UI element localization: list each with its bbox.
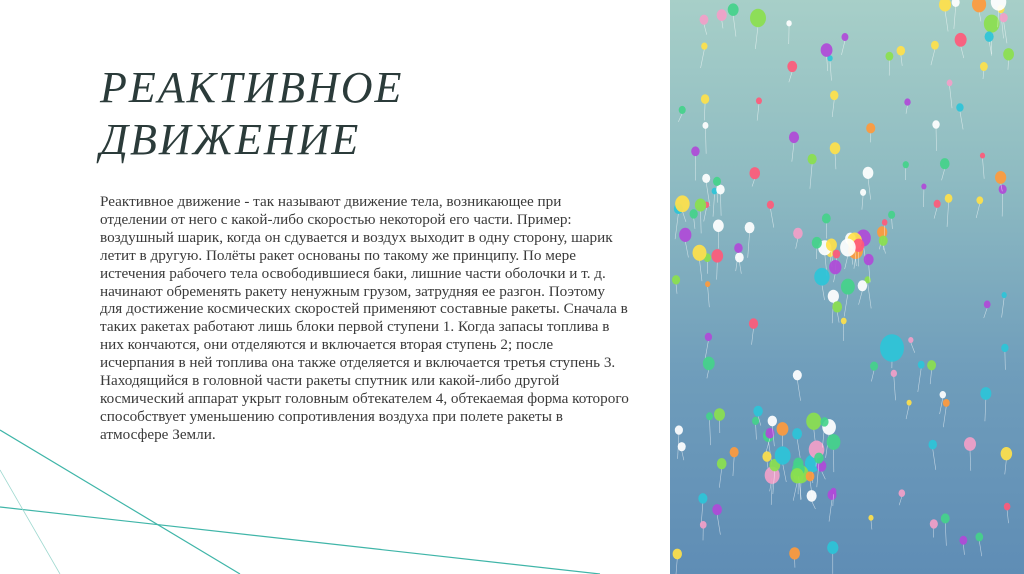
balloon (939, 0, 951, 31)
balloon (891, 370, 897, 401)
balloon (879, 235, 888, 253)
balloon (985, 31, 994, 54)
balloon (735, 252, 744, 273)
balloon (1004, 503, 1011, 523)
balloon (791, 468, 804, 501)
balloon (714, 408, 725, 433)
balloon (880, 334, 904, 368)
balloon (1000, 13, 1008, 43)
balloon (956, 103, 963, 129)
balloon (918, 361, 925, 392)
balloon (717, 9, 727, 28)
balloon (750, 9, 766, 49)
slide-body-text: Реактивное движение - так называют движение тела, возникающее при отделении от него с какой-либо скоростью некоторой его части. Пример: воздушный шарик, когда он сдувается и воздух выходит в одну сторону, шарик летит в другую. Полёты ракет основаны по такому же принципу. По мере истечения рабочего тела освободившиеся баки, лишние части оболочки и т. д. начинают обременять ракету ненужным грузом, затрудняя ее разгон. Поэтому для достижение космических скоростей применяют составные ракеты. Сначала в таких ракетах работают лишь блоки первой ступени 1. Когда запасы топлива в них кончаются, они отделяются и включается вторая ступень 2; после исчерпания в ней топлива она также отделяется и включается третья ступень 3. Находящийся в головной части ракеты спутник или какой-либо другой космический аппарат укрыт головным обтекателем 4, обтекаемая форма которого способствует уменьшению сопротивления воздуха при полете ракеты в атмосфере Земли. (100, 193, 629, 443)
balloon (702, 122, 708, 154)
balloon (814, 268, 829, 300)
balloon (947, 80, 953, 109)
balloon (703, 357, 715, 379)
balloon (903, 161, 909, 180)
balloon (940, 158, 950, 180)
balloon (789, 547, 800, 567)
balloon (712, 504, 722, 535)
balloon (858, 280, 867, 304)
balloon (675, 425, 683, 459)
balloon (906, 400, 912, 419)
balloon (777, 422, 789, 446)
balloon (752, 417, 759, 440)
balloons-illustration (670, 0, 1024, 574)
deco-line (0, 430, 240, 574)
balloon (931, 41, 939, 65)
balloon (908, 337, 915, 353)
balloon (678, 442, 686, 460)
balloon (827, 541, 838, 574)
balloon (945, 194, 953, 227)
title-line-1: РЕАКТИВНОЕ (100, 63, 404, 112)
balloon (706, 412, 713, 445)
balloon (822, 213, 831, 238)
deco-line (0, 470, 60, 574)
balloon (976, 196, 983, 218)
balloon (841, 318, 847, 341)
balloon (921, 184, 926, 207)
balloon (943, 399, 950, 427)
balloon (1001, 447, 1013, 474)
balloon (829, 260, 841, 282)
balloon (792, 428, 802, 457)
balloon (745, 222, 755, 258)
balloon (830, 91, 838, 117)
balloons-photo (670, 0, 1024, 574)
balloon (827, 55, 832, 80)
balloon (700, 521, 707, 540)
balloon (786, 20, 791, 44)
balloon (928, 440, 937, 470)
balloon (932, 120, 939, 151)
balloon (984, 301, 991, 318)
balloon (806, 413, 821, 441)
balloon (904, 98, 910, 113)
balloon (749, 167, 760, 186)
balloon (690, 209, 698, 229)
balloon (672, 275, 680, 294)
balloon (678, 106, 685, 122)
balloon (730, 447, 739, 476)
balloon (1003, 48, 1014, 70)
balloon (841, 279, 855, 317)
balloon (789, 131, 799, 161)
balloon (756, 97, 762, 120)
balloon (868, 515, 873, 530)
balloon (840, 239, 856, 269)
balloon (827, 434, 841, 472)
balloon (980, 153, 985, 179)
balloon (980, 387, 991, 421)
balloon (897, 46, 905, 66)
balloon (841, 33, 848, 55)
balloon (888, 211, 895, 229)
balloon (679, 228, 691, 258)
balloon (711, 249, 723, 279)
balloon (698, 493, 707, 525)
balloon (999, 185, 1007, 217)
balloon (1002, 292, 1007, 317)
balloon (787, 61, 797, 82)
balloon (830, 142, 840, 169)
balloon (691, 146, 699, 180)
balloon (793, 228, 803, 249)
balloon (964, 437, 976, 471)
balloon (700, 15, 709, 35)
balloon (930, 519, 938, 537)
balloon (941, 513, 950, 545)
balloon (934, 200, 941, 219)
balloon (885, 52, 893, 76)
balloon (832, 301, 842, 322)
balloon (749, 318, 758, 345)
balloon (675, 195, 690, 221)
balloon (899, 489, 906, 505)
balloon (827, 490, 836, 522)
balloon (765, 467, 780, 505)
balloon (717, 458, 727, 488)
balloon (980, 62, 988, 79)
balloon (701, 43, 708, 69)
balloon (793, 370, 802, 401)
balloon (870, 362, 878, 382)
balloon (955, 33, 967, 58)
balloon (1001, 344, 1008, 370)
balloon (728, 3, 739, 36)
balloon (972, 0, 986, 21)
title-line-2: ДВИЖЕНИЕ (100, 115, 361, 164)
balloon (866, 123, 875, 142)
balloon (927, 360, 936, 384)
balloon (712, 188, 718, 217)
balloon (705, 281, 710, 307)
balloon (860, 189, 866, 210)
balloon (959, 536, 967, 555)
balloon (705, 333, 712, 360)
balloon (673, 549, 682, 574)
balloon (767, 201, 774, 228)
balloon (975, 533, 983, 557)
balloon (808, 154, 817, 189)
slide-title (100, 62, 620, 166)
balloon (693, 245, 707, 281)
balloon (952, 0, 960, 29)
balloon (701, 94, 709, 120)
balloon (713, 220, 724, 249)
deco-line (0, 507, 600, 574)
